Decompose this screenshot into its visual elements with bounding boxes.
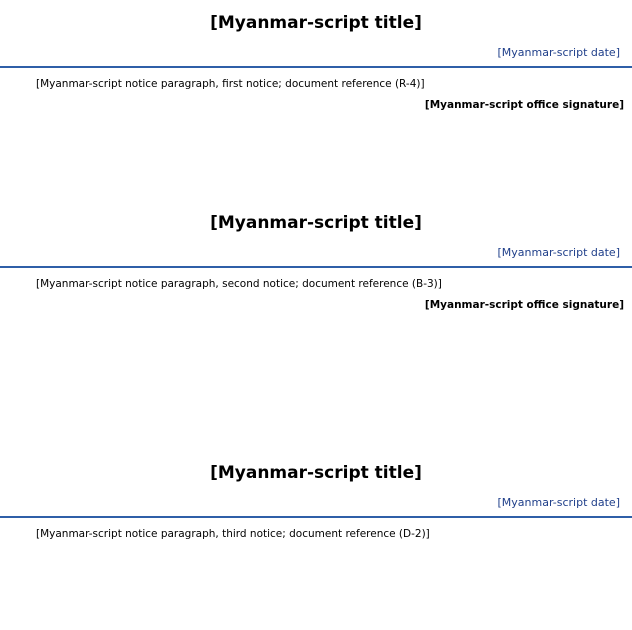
notice-date: [Myanmar-script date] bbox=[497, 46, 620, 59]
notice-title: [Myanmar-script title] bbox=[210, 13, 422, 33]
notice-title: [Myanmar-script title] bbox=[210, 463, 422, 483]
notice-3 bbox=[0, 462, 632, 542]
notice-signoff: [Myanmar-script office signature] bbox=[424, 299, 624, 311]
notice-date: [Myanmar-script date] bbox=[497, 246, 620, 259]
notice-body: [Myanmar-script notice paragraph, third notice; document reference (D-2)] bbox=[36, 528, 430, 540]
notice-signoff: [Myanmar-script office signature] bbox=[424, 99, 624, 111]
notice-title: [Myanmar-script title] bbox=[210, 213, 422, 233]
notice-2 bbox=[0, 212, 632, 312]
notice-1 bbox=[0, 12, 632, 112]
notice-body: [Myanmar-script notice paragraph, second notice; document reference (B-3)] bbox=[36, 278, 442, 290]
notice-date: [Myanmar-script date] bbox=[497, 496, 620, 509]
notice-body: [Myanmar-script notice paragraph, first notice; document reference (R-4)] bbox=[36, 78, 425, 90]
